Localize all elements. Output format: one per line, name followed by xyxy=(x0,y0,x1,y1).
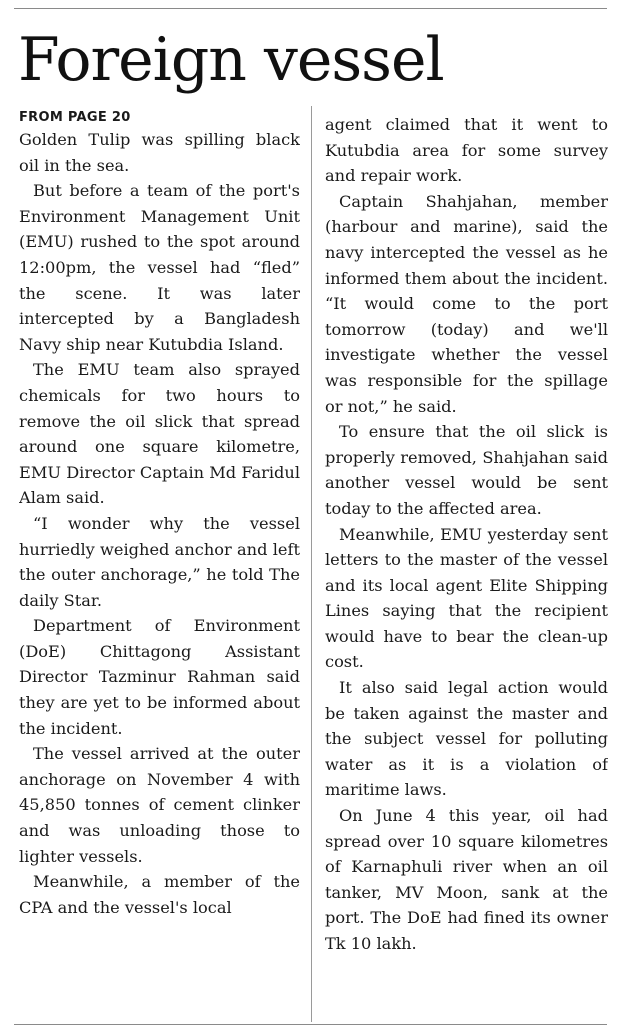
paragraph: The EMU team also sprayed chemicals for two hours to remove the oil slick that spread around one square kilometre, EMU Director Captain Md Faridul Alam said. xyxy=(19,360,300,508)
top-rule xyxy=(14,8,607,9)
paragraph: “I wonder why the vessel hurriedly weighed anchor and left the outer anchorage,” he told The daily Star. xyxy=(19,513,300,610)
paragraph: Golden Tulip was spilling black oil in the sea. xyxy=(19,130,300,175)
article-column-2 xyxy=(325,112,608,1020)
continued-from-kicker: FROM PAGE 20 xyxy=(19,110,131,125)
headline: Foreign vessel xyxy=(18,25,444,95)
paragraph: Meanwhile, EMU yesterday sent letters to the master of the vessel and its local agent Elite Shipping Lines saying that the recipient would have to bear the clean-up cost. xyxy=(325,524,608,672)
paragraph: Captain Shahjahan, member (harbour and marine), said the navy intercepted the vessel as he informed them about the incident. “It would come to the port tomorrow (today) and we'll investigate whether the vessel was responsible for the spillage or not,” he said. xyxy=(325,191,608,416)
paragraph: Department of Environment (DoE) Chittagong Assistant Director Tazminur Rahman said they are yet to be informed about the incident. xyxy=(19,616,300,738)
column-divider xyxy=(311,106,312,1022)
paragraph: agent claimed that it went to Kutubdia area for some survey and repair work. xyxy=(325,115,608,186)
paragraph: Meanwhile, a member of the CPA and the vessel's local xyxy=(19,872,300,917)
bottom-rule xyxy=(14,1024,607,1025)
paragraph: To ensure that the oil slick is properly removed, Shahjahan said another vessel would be sent today to the affected area. xyxy=(325,422,608,518)
paragraph: It also said legal action would be taken against the master and the subject vessel for polluting water as it is a violation of maritime laws. xyxy=(325,678,608,800)
paragraph: But before a team of the port's Environment Management Unit (EMU) rushed to the spot around 12:00pm, the vessel had “fled” the scene. It was later intercepted by a Bangladesh Navy ship near Kutubdia Island. xyxy=(19,181,300,354)
paragraph: The vessel arrived at the outer anchorage on November 4 with 45,850 tonnes of cement clinker and was unloading those to lighter vessels. xyxy=(19,744,300,866)
article-column-1 xyxy=(19,110,300,1020)
paragraph: On June 4 this year, oil had spread over 10 square kilometres of Karnaphuli river when an oil tanker, MV Moon, sank at the port. The DoE had fined its owner Tk 10 lakh. xyxy=(325,806,608,953)
